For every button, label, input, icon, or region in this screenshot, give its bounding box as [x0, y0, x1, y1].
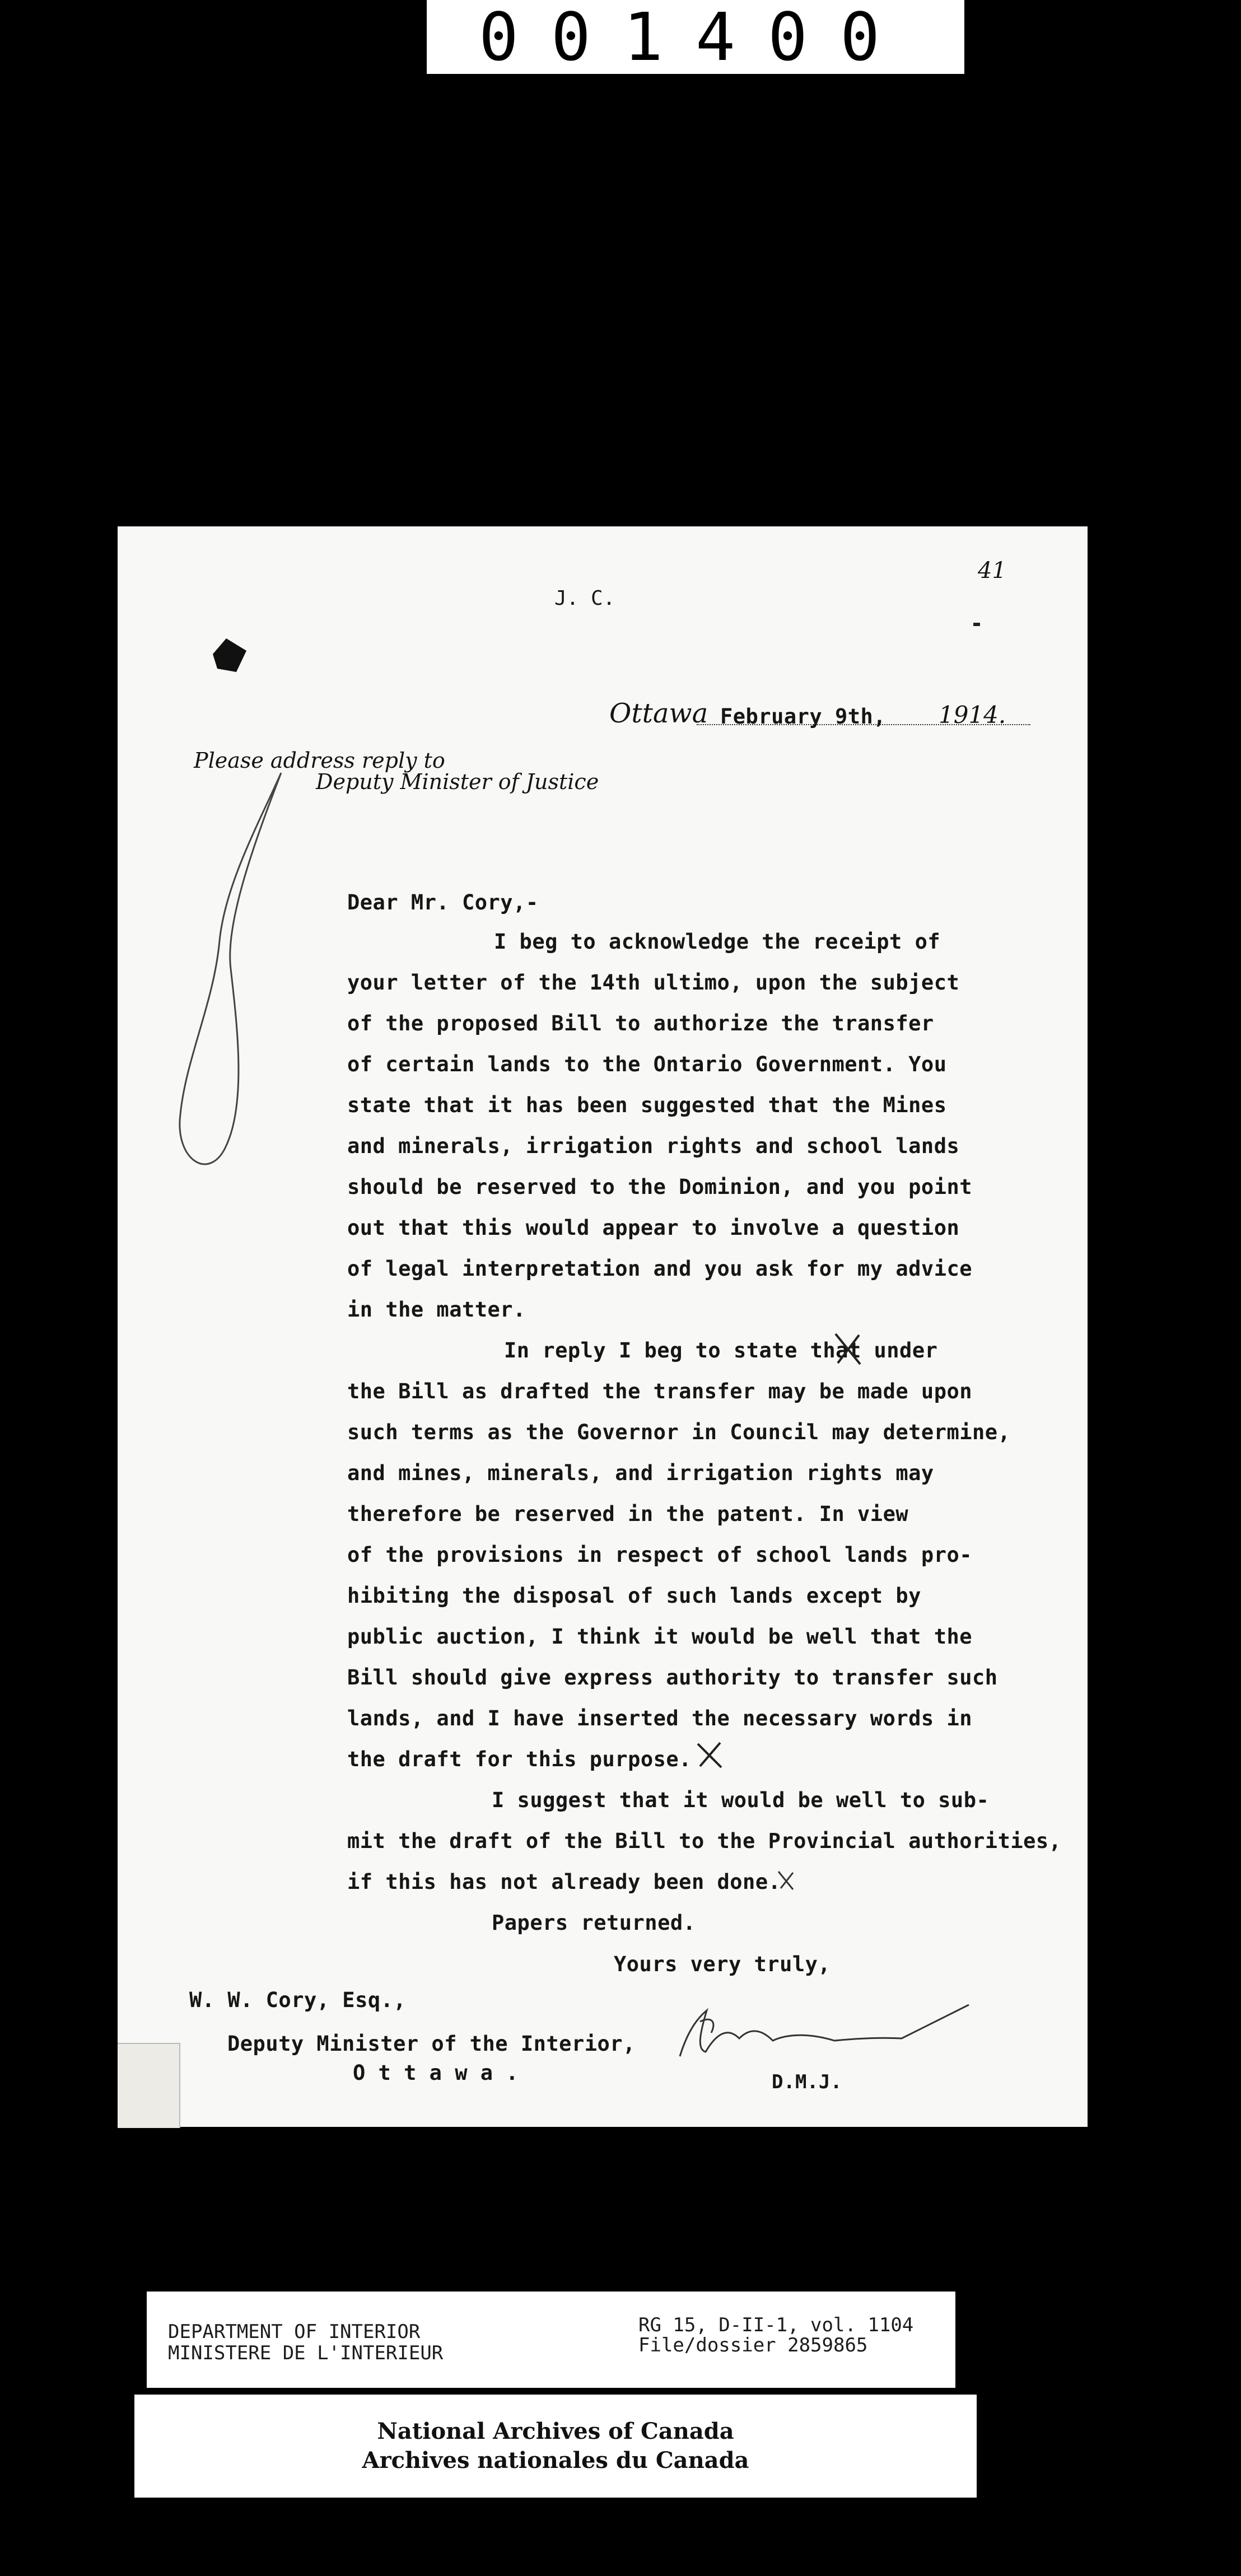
body-line: Bill should give express authority to transfer such [347, 1665, 998, 1690]
recipient-title: Deputy Minister of the Interior, [227, 2032, 636, 2056]
header-initials: J. C. [554, 587, 615, 610]
body-line: and minerals, irrigation rights and school lands [347, 1134, 960, 1158]
archives-line-fr: Archives nationales du Canada [362, 2447, 749, 2474]
handwritten-x-mark [694, 1739, 726, 1771]
body-line: mit the draft of the Bill to the Provincial authorities, [347, 1829, 1062, 1853]
handwritten-x-mark [831, 1332, 865, 1368]
place-name: Ottawa [609, 698, 708, 729]
handwritten-flourish [164, 756, 309, 1182]
year-text: 1914. [939, 701, 1006, 729]
punch-mark [207, 634, 252, 679]
body-line: I beg to acknowledge the receipt of [494, 930, 941, 954]
body-line: such terms as the Governor in Council may determine, [347, 1420, 1011, 1444]
date-text: February 9th, [720, 704, 887, 729]
stamp-dept-fr: MINISTERE DE L'INTERIEUR [168, 2342, 444, 2364]
body-line: Papers returned. [492, 1911, 696, 1935]
body-line: if this has not already been done. [347, 1870, 781, 1894]
body-line: of legal interpretation and you ask for my advice [347, 1257, 973, 1281]
body-line: I suggest that it would be well to sub- [492, 1788, 990, 1812]
body-line: out that this would appear to involve a question [347, 1216, 960, 1240]
recipient-name: W. W. Cory, Esq., [189, 1988, 407, 2012]
stamp-dept-en: DEPARTMENT OF INTERIOR [168, 2321, 421, 2343]
body-line: lands, and I have inserted the necessary words in [347, 1706, 973, 1730]
handwritten-x-mark [776, 1869, 796, 1892]
body-line: therefore be reserved in the patent. In view [347, 1502, 909, 1526]
archives-line-en: National Archives of Canada [377, 2418, 734, 2444]
recipient-city: O t t a w a . [353, 2061, 519, 2085]
body-line: of the proposed Bill to authorize the transfer [347, 1011, 934, 1035]
signature-initials: D.M.J. [772, 2071, 842, 2093]
folded-corner [118, 2043, 180, 2128]
body-line: the Bill as drafted the transfer may be made upon [347, 1379, 973, 1403]
address-note-line-2: Deputy Minister of Justice [316, 769, 599, 794]
address-note-line-1: Please address reply to [194, 748, 445, 773]
body-line: state that it has been suggested that the Mines [347, 1093, 947, 1117]
stamp-ref-line-2: File/dossier 2859865 [638, 2334, 868, 2356]
body-line: in the matter. [347, 1298, 526, 1322]
body-line: of certain lands to the Ontario Government. You [347, 1052, 947, 1076]
small-dash [973, 623, 980, 626]
body-line: and mines, minerals, and irrigation rights may [347, 1461, 934, 1485]
body-line: should be reserved to the Dominion, and you point [347, 1175, 973, 1199]
archive-reference-stamp [147, 2292, 955, 2388]
stamp-ref-line-1: RG 15, D-II-1, vol. 1104 [638, 2314, 914, 2336]
body-line: the draft for this purpose. [347, 1747, 692, 1771]
letter-page [118, 526, 1088, 2127]
body-line: of the provisions in respect of school lands pro- [347, 1543, 973, 1567]
signature [666, 1994, 980, 2072]
closing: Yours very truly, [614, 1952, 831, 1976]
body-line: public auction, I think it would be well that the [347, 1625, 973, 1649]
national-archives-label [134, 2395, 977, 2498]
frame-number-label: 001400 [427, 0, 964, 74]
body-line: hibiting the disposal of such lands except by [347, 1584, 921, 1608]
folio-number: 41 [978, 558, 1006, 584]
salutation: Dear Mr. Cory,- [347, 890, 539, 914]
body-line: your letter of the 14th ultimo, upon the subject [347, 970, 960, 995]
body-line: In reply I beg to state that under [504, 1338, 938, 1362]
